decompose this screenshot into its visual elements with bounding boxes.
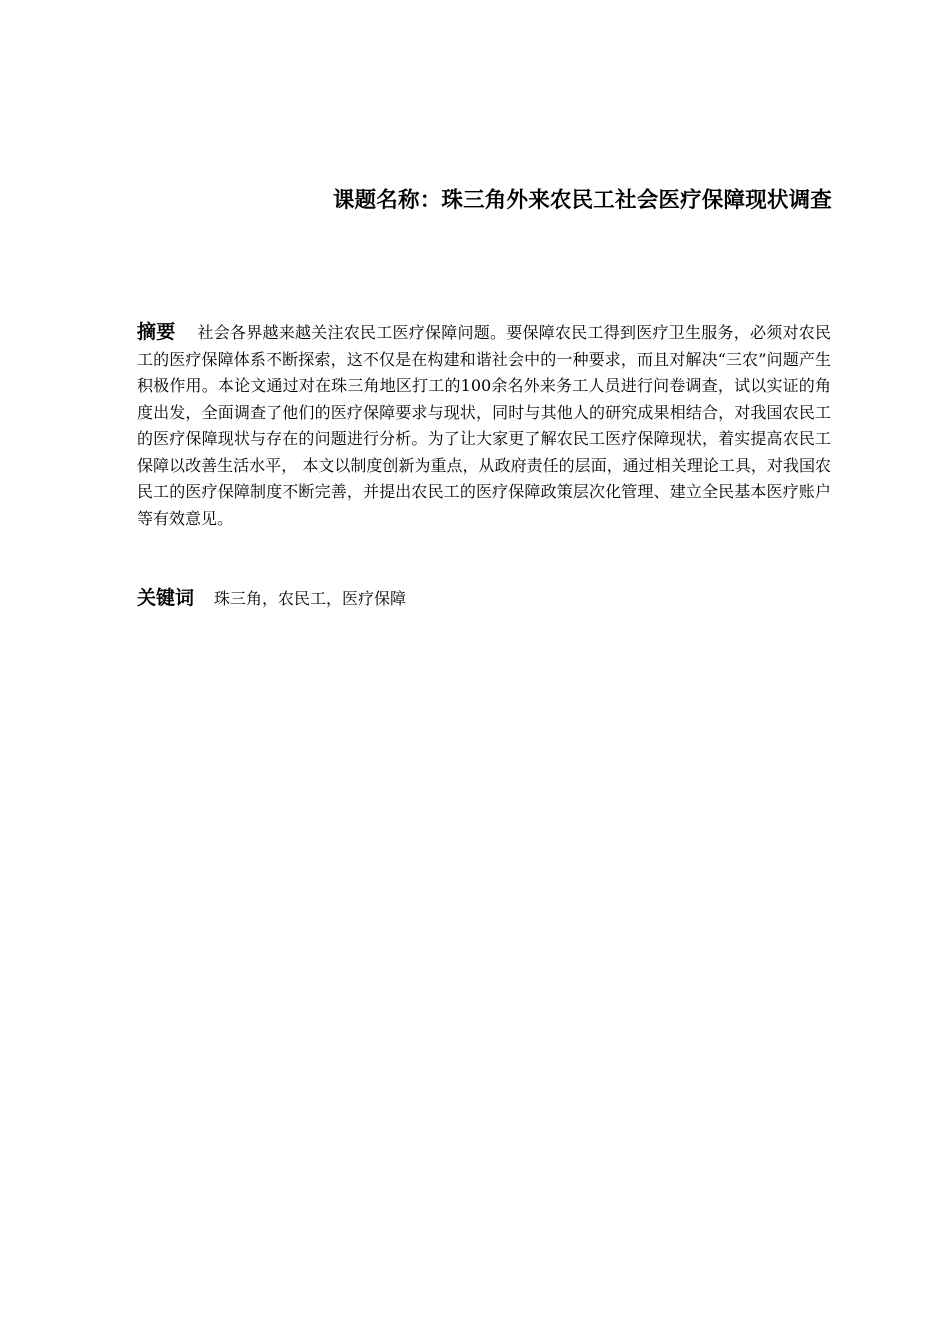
keywords-text: 珠三角，农民工，医疗保障 [214,589,407,608]
document-title: 课题名称：珠三角外来农民工社会医疗保障现状调查 [332,188,832,213]
abstract-section [137,319,831,532]
abstract-label: 摘要 [137,321,176,343]
keywords-label: 关键词 [137,587,195,609]
keywords-section [137,585,831,612]
abstract-text: 社会各界越来越关注农民工医疗保障问题。要保障农民工得到医疗卫生服务，必须对农民工的医疗保障体系不断探索，这不仅是在构建和谐社会中的一种要求，而且对解决“三农”问题产生积极作用。本论文通过对在珠三角地区打工的100余名外来务工人员进行问卷调查，试以实证的角度出发，全面调查了他们的医疗保障要求与现状，同时与其他人的研究成果相结合，对我国农民工的医疗保障现状与存在的问题进行分析。为了让大家更了解农民工医疗保障现状，着实提高农民工保障以改善生活水平， 本文以制度创新为重点，从政府责任的层面，通过相关理论工具，对我国农民工的医疗保障制度不断完善，并提出农民工的医疗保障政策层次化管理、建立全民基本医疗账户等有效意见。 [137,323,831,528]
